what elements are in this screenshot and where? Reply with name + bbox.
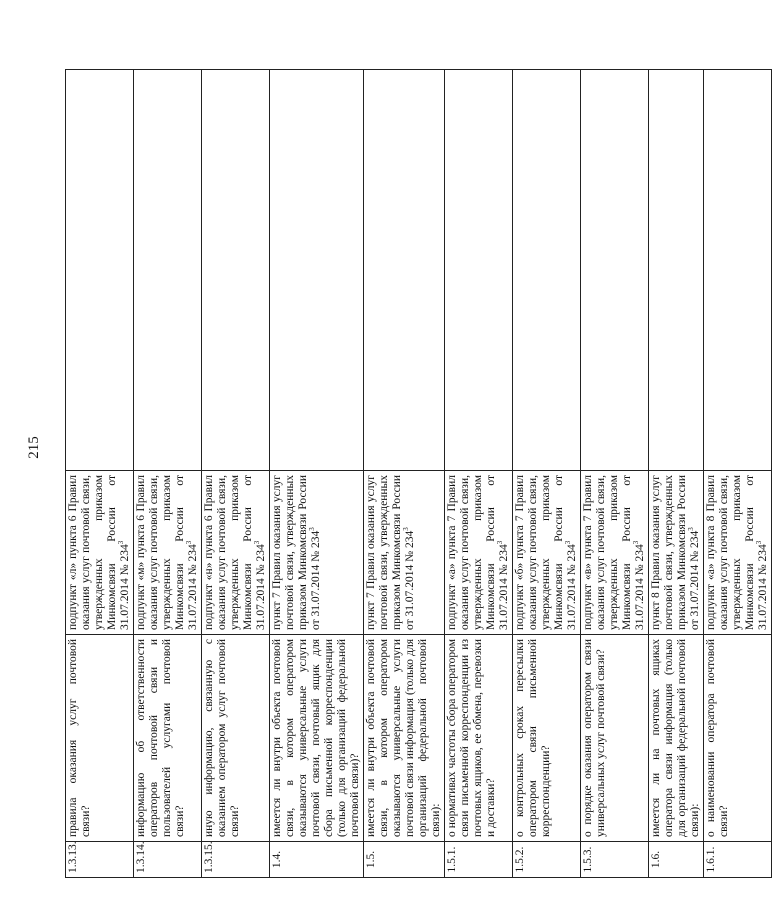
row-reference-text: подпункт «н» пункта 6 Правил оказания услуг почтовой связи, утвержденных приказом Минкомсвязи России от 31.07.2014 № 234 bbox=[203, 475, 267, 630]
row-answer bbox=[704, 70, 772, 471]
row-number: 1.6. bbox=[649, 842, 704, 878]
row-answer bbox=[581, 70, 649, 471]
row-reference bbox=[134, 471, 202, 635]
row-reference-footnote: 3 bbox=[632, 540, 641, 545]
row-reference-footnote: 3 bbox=[564, 540, 573, 545]
table-row bbox=[202, 70, 270, 878]
row-reference bbox=[513, 471, 581, 635]
table-row bbox=[704, 70, 772, 878]
table-row bbox=[649, 70, 704, 878]
row-number: 1.5.3. bbox=[581, 842, 649, 878]
row-question: о порядке оказания оператором связи универсальных услуг почтовой связи? bbox=[581, 635, 649, 842]
row-reference-text: подпункт «а» пункта 8 Правил оказания услуг почтовой связи, утвержденных приказом Минкомсвязи России от 31.07.2014 № 234 bbox=[705, 475, 769, 630]
row-question: о контрольных сроках пересылки оператором связи письменной корреспонденции? bbox=[513, 635, 581, 842]
row-answer bbox=[270, 70, 364, 471]
row-reference bbox=[581, 471, 649, 635]
row-question: имеется ли внутри объекта почтовой связи, в котором оператором оказываются универсальные услуги почтовой связи, почтовый ящик для сбора письменной корреспонденции (только для организаций федеральной почтовой связи)? bbox=[270, 635, 364, 842]
table-row bbox=[445, 70, 513, 878]
row-reference-footnote: 3 bbox=[185, 540, 194, 545]
row-question: о наименовании оператора почтовой связи? bbox=[704, 635, 772, 842]
row-answer bbox=[134, 70, 202, 471]
row-reference-text: подпункт «в» пункта 7 Правил оказания услуг почтовой связи, утвержденных приказом Минкомсвязи России от 31.07.2014 № 234 bbox=[582, 475, 646, 630]
row-answer bbox=[649, 70, 704, 471]
table-row bbox=[581, 70, 649, 878]
row-reference bbox=[66, 471, 134, 635]
checklist-table bbox=[65, 69, 772, 878]
row-reference-footnote: 3 bbox=[687, 527, 696, 531]
row-question: о нормативах частоты сбора оператором связи письменной корреспонденции из почтовых ящиков, ее обмена, перевозки и доставки? bbox=[445, 635, 513, 842]
row-reference-footnote: 3 bbox=[755, 540, 764, 545]
row-answer bbox=[66, 70, 134, 471]
row-reference bbox=[704, 471, 772, 635]
row-reference-text: подпункт «м» пункта 6 Правил оказания услуг почтовой связи, утвержденных приказом Минкомсвязи России от 31.07.2014 № 234 bbox=[135, 475, 199, 630]
row-reference-footnote: 3 bbox=[253, 540, 262, 545]
row-number: 1.3.13. bbox=[66, 842, 134, 878]
row-reference-footnote: 3 bbox=[308, 527, 317, 531]
row-question: информацию об ответственности операторов почтовой связи и пользователей услугами почтовой связи? bbox=[134, 635, 202, 842]
row-number: 1.6.1. bbox=[704, 842, 772, 878]
row-reference bbox=[445, 471, 513, 635]
checklist-table-container bbox=[65, 70, 769, 878]
row-reference-text: подпункт «б» пункта 7 Правил оказания услуг почтовой связи, утвержденных приказом Минкомсвязи России от 31.07.2014 № 234 bbox=[514, 475, 578, 630]
table-row bbox=[270, 70, 364, 878]
page-number-text: 215 bbox=[25, 435, 42, 459]
row-reference-footnote: 3 bbox=[496, 540, 505, 545]
row-number: 1.5.1. bbox=[445, 842, 513, 878]
row-number: 1.3.14. bbox=[134, 842, 202, 878]
row-question: иную информацию, связанную с оказанием оператором услуг почтовой связи? bbox=[202, 635, 270, 842]
row-reference-text: пункт 7 Правил оказания услуг почтовой связи, утвержденных приказом Минкомсвязи России от 31.07.2014 № 234 bbox=[365, 475, 416, 630]
row-question: имеется ли внутри объекта почтовой связи, в котором оператором оказываются универсальные услуги почтовой связи информация (только для организаций федеральной почтовой связи): bbox=[364, 635, 445, 842]
row-number: 1.5. bbox=[364, 842, 445, 878]
row-reference-text: подпункт «л» пункта 6 Правил оказания услуг почтовой связи, утвержденных приказом Минкомсвязи России от 31.07.2014 № 234 bbox=[67, 475, 131, 630]
row-number: 1.3.15. bbox=[202, 842, 270, 878]
row-question: имеется ли на почтовых ящиках оператора связи информация (только для организаций федеральной почтовой связи): bbox=[649, 635, 704, 842]
row-answer bbox=[445, 70, 513, 471]
row-number: 1.4. bbox=[270, 842, 364, 878]
row-answer bbox=[202, 70, 270, 471]
table-row bbox=[513, 70, 581, 878]
row-reference bbox=[202, 471, 270, 635]
row-reference-footnote: 3 bbox=[402, 527, 411, 531]
row-reference-text: подпункт «а» пункта 7 Правил оказания услуг почтовой связи, утвержденных приказом Минкомсвязи России от 31.07.2014 № 234 bbox=[446, 475, 510, 630]
row-number: 1.5.2. bbox=[513, 842, 581, 878]
checklist-rows bbox=[66, 70, 772, 878]
table-row bbox=[66, 70, 134, 878]
row-answer bbox=[364, 70, 445, 471]
row-reference bbox=[270, 471, 364, 635]
row-reference-footnote: 3 bbox=[117, 540, 126, 545]
table-row bbox=[134, 70, 202, 878]
row-answer bbox=[513, 70, 581, 471]
row-reference-text: пункт 8 Правил оказания услуг почтовой связи, утвержденных приказом Минкомсвязи России от 31.07.2014 № 234 bbox=[650, 475, 701, 630]
page-number bbox=[22, 425, 46, 469]
row-reference bbox=[649, 471, 704, 635]
table-row bbox=[364, 70, 445, 878]
row-reference-text: пункт 7 Правил оказания услуг почтовой связи, утвержденных приказом Минкомсвязи России от 31.07.2014 № 234 bbox=[271, 475, 322, 630]
row-question: правила оказания услуг почтовой связи? bbox=[66, 635, 134, 842]
row-reference bbox=[364, 471, 445, 635]
checklist-table-rotated bbox=[65, 70, 769, 878]
